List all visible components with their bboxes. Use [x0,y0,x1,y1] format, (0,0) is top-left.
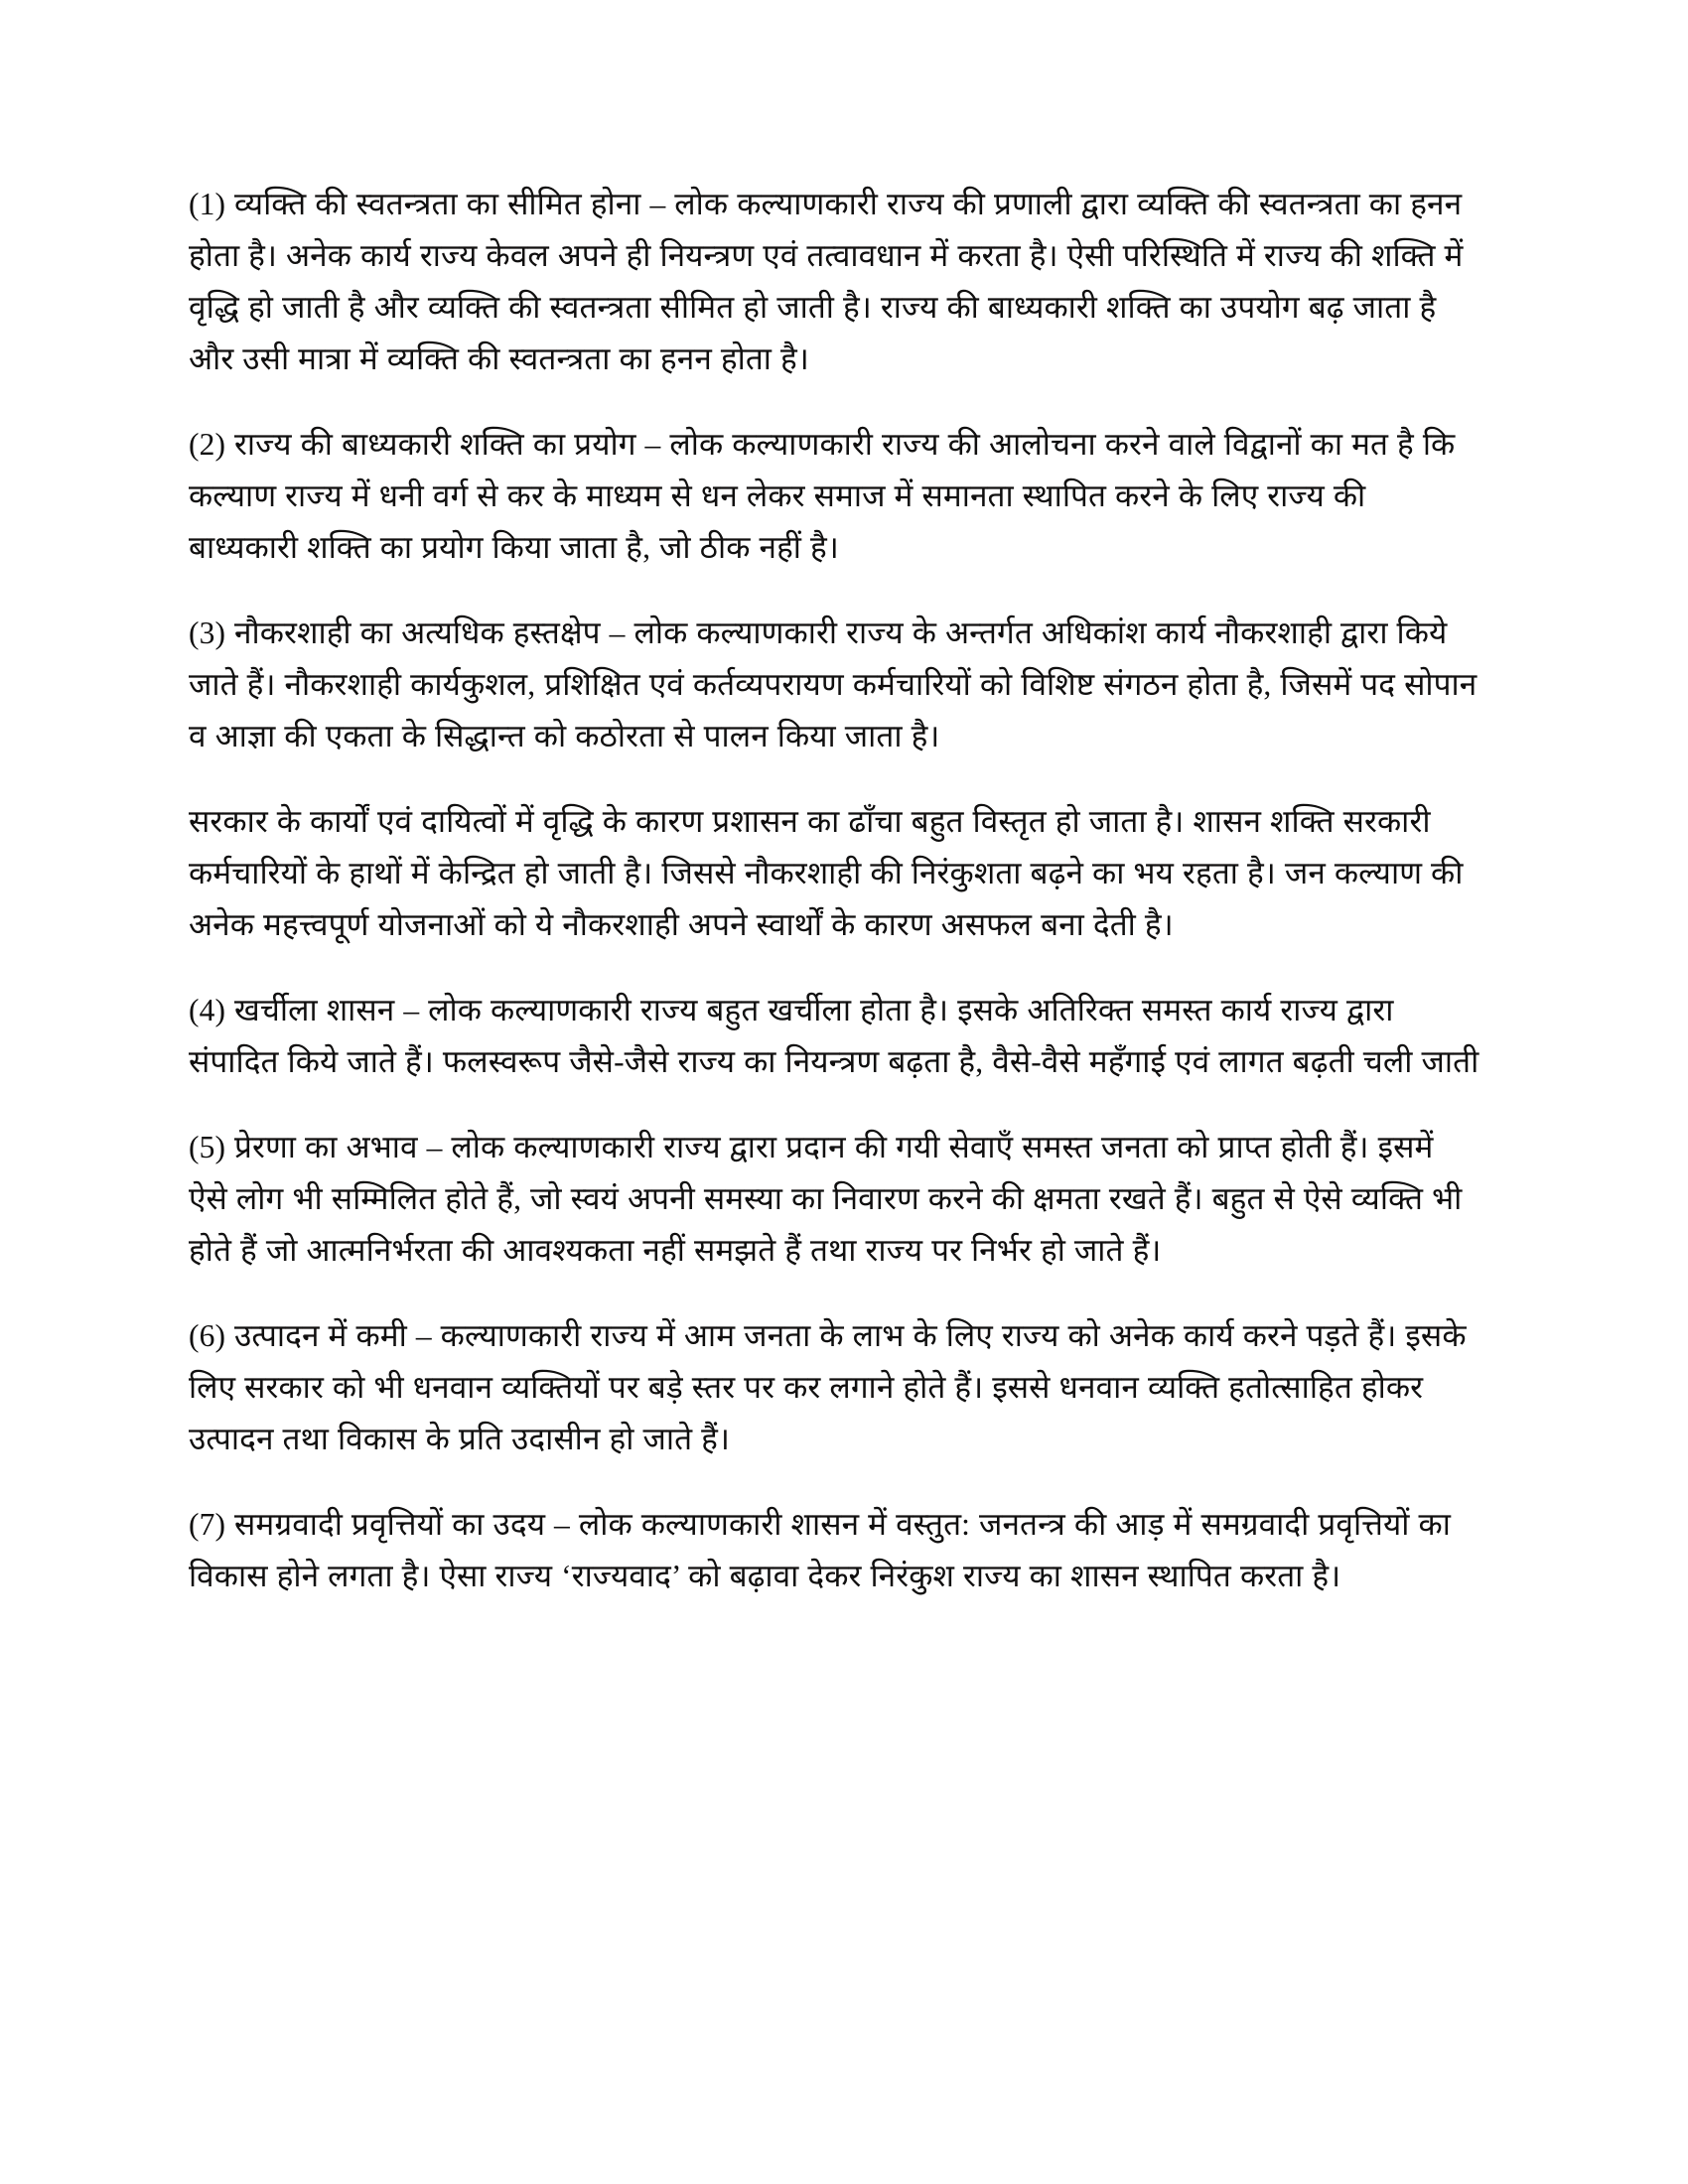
paragraph-2: (2) राज्य की बाध्यकारी शक्ति का प्रयोग – लोक कल्याणकारी राज्य की आलोचना करने वाले विद्वानों का मत है कि कल्याण राज्य में धनी वर्ग से कर के माध्यम से धन लेकर समाज में समानता स्थापित करने के लिए राज्य की बाध्यकारी शक्ति का प्रयोग किया जाता है, जो ठीक नहीं है। [189,427,1456,565]
paragraph-4: सरकार के कार्यों एवं दायित्वों में वृद्धि के कारण प्रशासन का ढाँचा बहुत विस्तृत हो जाता है। शासन शक्ति सरकारी कर्मचारियों के हाथों में केन्द्रित हो जाती है। जिससे नौकरशाही की निरंकुशता बढ़ने का भय रहता है। जन कल्याण की अनेक महत्त्वपूर्ण योजनाओं को ये नौकरशाही अपने स्वार्थों के कारण असफल बना देती है। [189,804,1464,942]
document-body [189,179,1479,1602]
paragraph-1: (1) व्यक्ति की स्वतन्त्रता का सीमित होना – लोक कल्याणकारी राज्य की प्रणाली द्वारा व्यक्ति की स्वतन्त्रता का हनन होता है। अनेक कार्य राज्य केवल अपने ही नियन्त्रण एवं तत्वावधान में करता है। ऐसी परिस्थिति में राज्य की शक्ति में वृद्धि हो जाती है और व्यक्ति की स्वतन्त्रता सीमित हो जाती है। राज्य की बाध्यकारी शक्ति का उपयोग बढ़ जाता है और उसी मात्रा में व्यक्ति की स्वतन्त्रता का हनन होता है। [189,187,1464,376]
paragraph-3: (3) नौकरशाही का अत्यधिक हस्तक्षेप – लोक कल्याणकारी राज्य के अन्तर्गत अधिकांश कार्य नौकरशाही द्वारा किये जाते हैं। नौकरशाही कार्यकुशल, प्रशिक्षित एवं कर्तव्यपरायण कर्मचारियों को विशिष्ट संगठन होता है, जिसमें पद सोपान व आज्ञा की एकता के सिद्धान्त को कठोरता से पालन किया जाता है। [189,615,1477,753]
paragraph-5: (4) खर्चीला शासन – लोक कल्याणकारी राज्य बहुत खर्चीला होता है। इसके अतिरिक्त समस्त कार्य राज्य द्वारा संपादित किये जाते हैं। फलस्वरूप जैसे-जैसे राज्य का नियन्त्रण बढ़ता है, वैसे-वैसे महँगाई एवं लागत बढ़ती चली जाती [189,993,1479,1079]
paragraph-8: (7) समग्रवादी प्रवृत्तियों का उदय – लोक कल्याणकारी शासन में वस्तुत: जनतन्त्र की आड़ में समग्रवादी प्रवृत्तियों का विकास होने लगता है। ऐसा राज्य ‘राज्यवाद’ को बढ़ावा देकर निरंकुश राज्य का शासन स्थापित करता है। [189,1507,1451,1593]
paragraph-6: (5) प्रेरणा का अभाव – लोक कल्याणकारी राज्य द्वारा प्रदान की गयी सेवाएँ समस्त जनता को प्राप्त होती हैं। इसमें ऐसे लोग भी सम्मिलित होते हैं, जो स्वयं अपनी समस्या का निवारण करने की क्षमता रखते हैं। बहुत से ऐसे व्यक्ति भी होते हैं जो आत्मनिर्भरता की आवश्यकता नहीं समझते हैं तथा राज्य पर निर्भर हो जाते हैं। [189,1130,1463,1268]
paragraph-7: (6) उत्पादन में कमी – कल्याणकारी राज्य में आम जनता के लाभ के लिए राज्य को अनेक कार्य करने पड़ते हैं। इसके लिए सरकार को भी धनवान व्यक्तियों पर बड़े स्तर पर कर लगाने होते हैं। इससे धनवान व्यक्ति हतोत्साहित होकर उत्पादन तथा विकास के प्रति उदासीन हो जाते हैं। [189,1318,1467,1456]
